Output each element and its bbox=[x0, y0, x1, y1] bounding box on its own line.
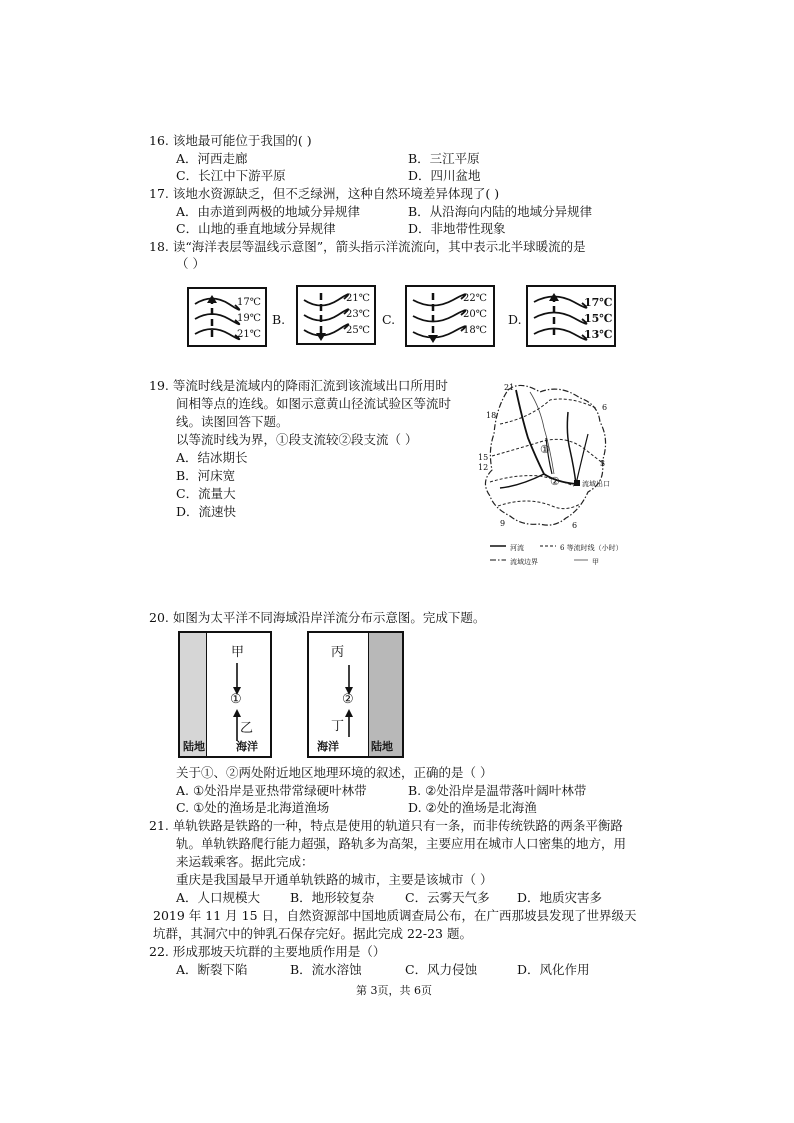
q21-option-b: B．地形较复杂 bbox=[290, 890, 375, 905]
isochrone-number: 3 bbox=[600, 459, 606, 468]
q21-line-3: 来运载乘客。据此完成： bbox=[176, 854, 314, 869]
legend-jia: 甲 bbox=[592, 558, 599, 566]
q19-line-1: 19. 等流时线是流域内的降雨汇流到该流域出口所用时 bbox=[149, 378, 448, 393]
q20-question: 关于①、②两处附近地区地理环境的叙述，正确的是（ ） bbox=[176, 765, 493, 780]
segment-1-label: ① bbox=[540, 443, 550, 456]
q21-option-d: D．地质灾害多 bbox=[517, 890, 603, 905]
q18-panel-c-letter: C. bbox=[382, 312, 396, 327]
circle-1: ① bbox=[230, 692, 242, 707]
isotherm-label: 23℃ bbox=[346, 309, 370, 320]
legend-river: 河流 bbox=[510, 544, 524, 552]
q22-option-c: C．风力侵蚀 bbox=[405, 962, 478, 977]
legend-isochrone: 6 等流时线（小时） bbox=[560, 544, 623, 552]
q19-line-2: 间相等点的连线。如图示意黄山径流试验区等流时 bbox=[176, 396, 452, 411]
isotherm-label: 25℃ bbox=[346, 325, 370, 336]
q16-option-b: B．三江平原 bbox=[408, 151, 480, 166]
q19-option-b: B．河床宽 bbox=[176, 468, 236, 483]
isotherm-label: 18℃ bbox=[463, 325, 487, 336]
q18-stem: 18. 读“海洋表层等温线示意图”，箭头指示洋流流向，其中表示北半球暖流的是 bbox=[149, 239, 586, 254]
isotherm-label: 21℃ bbox=[237, 329, 261, 340]
isochrone-number: 9 bbox=[500, 519, 506, 528]
current-diagram-left bbox=[178, 631, 272, 758]
q20-option-d: D. ②处的渔场是北海渔 bbox=[408, 800, 537, 815]
isotherm-label: 13℃ bbox=[584, 328, 613, 341]
circle-2: ② bbox=[342, 692, 354, 707]
land-label: 陆地 bbox=[371, 740, 393, 753]
q22-stem: 22. 形成那坡天坑群的主要地质作用是（） bbox=[149, 944, 386, 959]
q16-stem: 16. 该地最可能位于我国的( ) bbox=[149, 133, 312, 148]
q19-option-d: D．流速快 bbox=[176, 504, 237, 519]
q17-option-a: A．由赤道到两极的地域分异规律 bbox=[176, 204, 361, 219]
isochrone-number: 15 bbox=[478, 453, 489, 462]
outlet-label: 流域出口 bbox=[582, 480, 610, 488]
isotherm-label: 21℃ bbox=[346, 293, 370, 304]
current-arrows-left bbox=[180, 633, 270, 756]
isochrone-number: 6 bbox=[602, 403, 608, 412]
page-footer: 第 3页，共 6页 bbox=[356, 984, 432, 997]
isotherm-label: 17℃ bbox=[237, 297, 261, 308]
q18-panel-c bbox=[405, 285, 495, 347]
isotherm-label: 17℃ bbox=[584, 296, 613, 309]
isotherm-label: 22℃ bbox=[463, 293, 487, 304]
label-jia: 甲 bbox=[231, 645, 245, 660]
q18-paren: （ ） bbox=[176, 256, 205, 271]
q20-option-a: A. ①处沿岸是亚热带常绿硬叶林带 bbox=[176, 783, 367, 798]
q17-option-d: D．非地带性现象 bbox=[408, 221, 506, 236]
q16-option-a: A．河西走廊 bbox=[176, 151, 248, 166]
label-ding: 丁 bbox=[331, 719, 345, 734]
q16-option-c: C．长江中下游平原 bbox=[176, 168, 286, 183]
isotherm-label: 20℃ bbox=[463, 309, 487, 320]
watershed-map bbox=[470, 378, 650, 568]
q19-option-c: C．流量大 bbox=[176, 486, 236, 501]
isochrone-number: 21 bbox=[504, 383, 515, 392]
isochrone-number: 12 bbox=[478, 463, 489, 472]
q20-option-c: C. ①处的渔场是北海道渔场 bbox=[176, 800, 330, 815]
land-label: 陆地 bbox=[183, 740, 205, 753]
isotherm-label: 19℃ bbox=[237, 313, 261, 324]
q18-panel-d bbox=[526, 285, 616, 347]
current-arrows-right bbox=[309, 633, 402, 756]
q17-option-c: C．山地的垂直地域分异规律 bbox=[176, 221, 336, 236]
segment-2-label: ② bbox=[550, 475, 560, 488]
passage-line-2: 坑群，其洞穴中的钟乳石保存完好。据此完成 22-23 题。 bbox=[153, 926, 472, 941]
q19-line-3: 线。读图回答下题。 bbox=[176, 414, 289, 429]
legend-boundary: 流域边界 bbox=[510, 558, 538, 566]
q21-option-c: C．云雾天气多 bbox=[405, 890, 490, 905]
q18-panel-a bbox=[187, 287, 267, 347]
q17-option-b: B．从沿海向内陆的地域分异规律 bbox=[408, 204, 593, 219]
q22-option-b: B．流水溶蚀 bbox=[290, 962, 362, 977]
q18-panel-b-letter: B. bbox=[272, 312, 286, 327]
q21-option-a: A．人口规模大 bbox=[176, 890, 261, 905]
sea-label: 海洋 bbox=[236, 740, 258, 753]
isochrone-number: 6 bbox=[572, 521, 578, 530]
passage-line-1: 2019 年 11 月 15 日，自然资源部中国地质调查局公布，在广西那坡县发现了世界级天 bbox=[153, 908, 637, 923]
current-diagram-right bbox=[307, 631, 404, 758]
q19-option-a: A．结冰期长 bbox=[176, 450, 248, 465]
label-yi: 乙 bbox=[240, 721, 254, 736]
q21-line-1: 21. 单轨铁路是铁路的一种，特点是使用的轨道只有一条，而非传统铁路的两条平衡路 bbox=[149, 818, 623, 833]
q22-option-d: D．风化作用 bbox=[517, 962, 590, 977]
q20-stem: 20. 如图为太平洋不同海域沿岸洋流分布示意图。完成下题。 bbox=[149, 610, 486, 625]
q16-option-d: D．四川盆地 bbox=[408, 168, 481, 183]
label-bing: 丙 bbox=[331, 645, 345, 660]
isotherm-label: 15℃ bbox=[584, 312, 613, 325]
sea-label: 海洋 bbox=[317, 740, 339, 753]
q21-question: 重庆是我国最早开通单轨铁路的城市，主要是该城市（ ） bbox=[176, 872, 493, 887]
q17-stem: 17. 该地水资源缺乏，但不乏绿洲，这种自然环境差异体现了( ) bbox=[149, 186, 500, 201]
q20-option-b: B. ②处沿岸是温带落叶阔叶林带 bbox=[408, 783, 587, 798]
q18-panel-b bbox=[296, 285, 376, 345]
q19-question: 以等流时线为界，①段支流较②段支流（ ） bbox=[176, 432, 418, 447]
isochrone-number: 18 bbox=[486, 411, 497, 420]
q22-option-a: A．断裂下陷 bbox=[176, 962, 248, 977]
q18-panel-d-letter: D. bbox=[508, 312, 522, 327]
q21-line-2: 轨。单轨铁路爬行能力超强，路轨多为高架，主要应用在城市人口密集的地方，用 bbox=[176, 836, 627, 851]
